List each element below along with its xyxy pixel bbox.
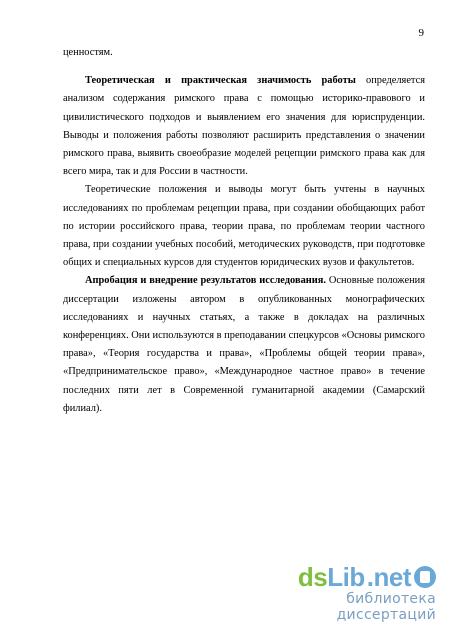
page-content [63,44,425,418]
paragraph-significance-heading: Теоретическая и практическая значимость работы [85,75,356,87]
paragraph-approbation-heading: Апробация и внедрение результатов исследования. [85,275,326,287]
paragraph-significance [63,72,425,181]
logo-lib: Lib [327,562,365,592]
book-icon [414,566,436,588]
paragraph-conclusions: Теоретические положения и выводы могут быть учтены в научных исследованиях по проблемам рецепции права, при создании обобщающих работ по истории российского права, теории права, по проблемам теории частного права, при создании учебных пособий, методических руководств, при подготовке общих и специальных курсов для студентов юридических вузов и факультетов. [63,184,425,269]
paragraph-approbation [63,272,425,418]
logo-ds: ds [297,562,328,592]
logo-dot: . [366,562,374,592]
dslib-watermark[interactable] [276,563,436,623]
watermark-logo[interactable] [298,563,436,591]
watermark-tagline: библиотека диссертаций [336,591,436,623]
paragraph-approbation-text: Основные положения диссертации изложены автором в опубликованных монографических исследованиях и научных статьях, а также в докладах на различных конференциях. Они используются в преподавании спецкурсов «Основы римского права», «Теория государства и права», «Проблемы общей теории права», «Предпринимательское право», «Международное частное право» в течение последних пяти лет в Современной гуманитарной академии (Самарский филиал). [63,275,425,414]
logo-net: net [373,562,411,592]
page-number: 9 [418,27,424,39]
paragraph-0: ценностям. [63,47,113,58]
paragraph-significance-text: определяется анализом содержания римского права с помощью историко-правового и цивилистического подходов и выявлением его значения для юриспруденции. Выводы и положения работы позволяют расширить представления о значении римского права, выявить своеобразие моделей рецепции римского права как для всего мира, так и для России в частности. [63,75,425,178]
